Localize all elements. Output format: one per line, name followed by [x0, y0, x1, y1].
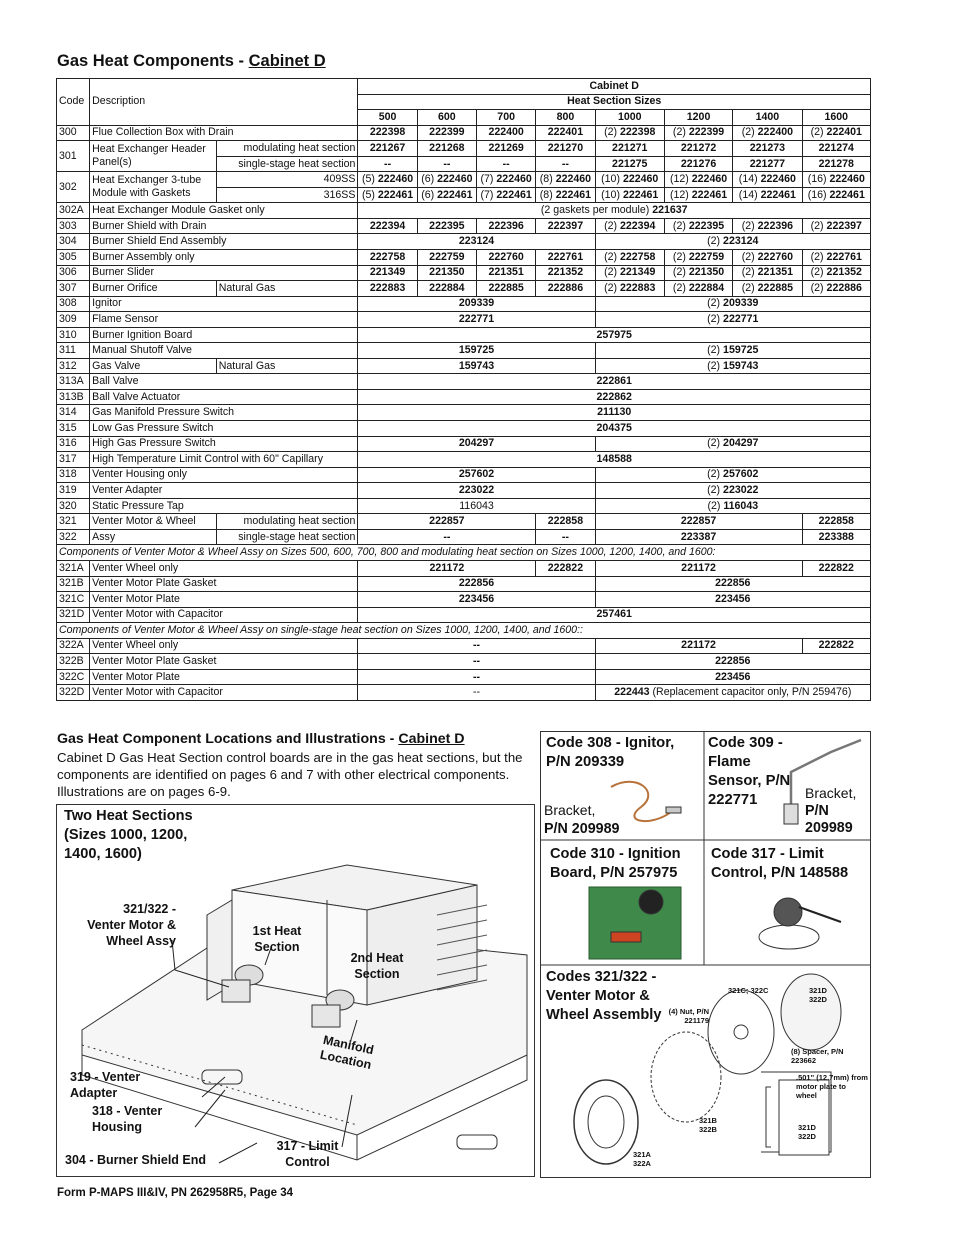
table-row: 303 Burner Shield with Drain 222394 222395 222396 222397 (2) 222394 (2) 222395 (2) 222396 (2) 222397	[57, 218, 871, 234]
caption-code-309: Code 309 - Flame Sensor, P/N 222771	[708, 735, 791, 808]
callout-spacer: (8) Spacer, P/N 223662	[791, 1047, 844, 1065]
size-header: 1200	[664, 110, 732, 126]
bracket-pn-2: P/N 209989	[805, 803, 853, 836]
table-row: 322D Venter Motor with Capacitor -- 222443 (Replacement capacitor only, P/N 259476)	[57, 685, 871, 701]
locations-body: Cabinet D Gas Heat Section control boards are in the gas heat sections, but the components are identified on pages 6 and 7 with other electrical components. Illustrations are on pages 6-9.	[57, 750, 523, 799]
table-row: single-stage heat section -- -- -- -- 221275 221276 221277 221278	[57, 156, 871, 172]
caption-codes-321-322: Codes 321/322 - Venter Motor & Wheel Assembly	[546, 969, 662, 1023]
label-manifold: Manifold Location	[318, 1032, 376, 1073]
figure-title: Two Heat Sections (Sizes 1000, 1200, 1400, 1600)	[64, 808, 193, 862]
table-row: 302A Heat Exchanger Module Gasket only (2 gaskets per module) 221637	[57, 203, 871, 219]
table-row: 321 Venter Motor & Wheel modulating heat section 222857 222858 222857 222858	[57, 514, 871, 530]
table-row: 319 Venter Adapter 223022 (2) 223022	[57, 483, 871, 499]
table-row: 302 Heat Exchanger 3-tube Module with Gaskets 409SS (5) 222460 (6) 222460 (7) 222460 (8) 222460 (10) 222460 (12) 222460 (14) 222460 (16) 222460	[57, 172, 871, 188]
label-304: 304 - Burner Shield End	[65, 1153, 207, 1167]
callout-321d-bottom: 321D 322D	[798, 1123, 816, 1141]
callout-321a: 321A 322A	[633, 1150, 651, 1168]
table-row: 322C Venter Motor Plate -- 223456	[57, 669, 871, 685]
components-table	[56, 78, 871, 701]
table-row: 310 Burner Ignition Board 257975	[57, 327, 871, 343]
size-header: 700	[477, 110, 536, 126]
bracket-pn-1: P/N 209989	[544, 821, 620, 837]
table-note: Components of Venter Motor & Wheel Assy on Sizes 500, 600, 700, 800 and modulating heat section on Sizes 1000, 1200, 1400, and 1600:	[57, 545, 871, 561]
table-row: 317 High Temperature Limit Control with 60" Capillary 148588	[57, 452, 871, 468]
table-row: 314 Gas Manifold Pressure Switch 211130	[57, 405, 871, 421]
table-row: 313A Ball Valve 222861	[57, 374, 871, 390]
table-row: 322 Assy single-stage heat section -- -- 223387 223388	[57, 529, 871, 545]
size-header: 1400	[733, 110, 802, 126]
caption-code-310: Code 310 - Ignition Board, P/N 257975	[550, 846, 681, 881]
caption-code-317: Code 317 - Limit Control, P/N 148588	[711, 846, 849, 881]
size-header: 800	[536, 110, 595, 126]
label-321-322: 321/322 - Venter Motor & Wheel Assy	[87, 902, 176, 948]
table-row: 321D Venter Motor with Capacitor 257461	[57, 607, 871, 623]
table-row: 311 Manual Shutoff Valve 159725 (2) 159725	[57, 343, 871, 359]
label-319: 319 - Venter Adapter	[70, 1070, 141, 1100]
callout-321b: 321B 322B	[699, 1116, 717, 1134]
table-row: 315 Low Gas Pressure Switch 204375	[57, 421, 871, 437]
table-row: 320 Static Pressure Tap 116043 (2) 116043	[57, 498, 871, 514]
callout-321c: 321C; 322C	[728, 986, 769, 995]
header-cabinet: Cabinet D	[358, 79, 871, 95]
bracket-label-2: Bracket,	[805, 785, 857, 801]
table-row: 316 High Gas Pressure Switch 204297 (2) 204297	[57, 436, 871, 452]
label-317: 317 - Limit Control	[276, 1139, 339, 1169]
table-row: 313B Ball Valve Actuator 222862	[57, 389, 871, 405]
table-row: 305 Burner Assembly only 222758 222759 222760 222761 (2) 222758 (2) 222759 (2) 222760 (2) 222761	[57, 250, 871, 266]
table-row: 321A Venter Wheel only 221172 222822 221172 222822	[57, 560, 871, 576]
label-318: 318 - Venter Housing	[92, 1104, 163, 1134]
callout-321d-top: 321D 322D	[809, 986, 827, 1004]
table-row: 312 Gas Valve Natural Gas 159743 (2) 159743	[57, 358, 871, 374]
locations-heading: Gas Heat Component Locations and Illustrations - Cabinet D	[57, 731, 465, 747]
callout-501: .501" (12.7mm) from motor plate to wheel	[796, 1073, 868, 1100]
callout-nut: (4) Nut, P/N 221179	[668, 1007, 709, 1025]
size-header: 600	[417, 110, 476, 126]
components-illustrations	[540, 731, 871, 1178]
table-row: 316SS (5) 222461 (6) 222461 (7) 222461 (8) 222461 (10) 222461 (12) 222461 (14) 222461 (16) 222461	[57, 187, 871, 203]
caption-code-308: Code 308 - Ignitor, P/N 209339	[546, 735, 675, 770]
table-row: 301 Heat Exchanger Header Panel(s) modulating heat section 221267 221268 221269 221270 221271 221272 221273 221274	[57, 141, 871, 157]
page-title-cabinet: Cabinet D	[248, 52, 326, 70]
table-row: 308 Ignitor 209339 (2) 209339	[57, 296, 871, 312]
table-row: 300 Flue Collection Box with Drain 222398 222399 222400 222401 (2) 222398 (2) 222399 (2) 222400 (2) 222401	[57, 125, 871, 141]
table-row: 318 Venter Housing only 257602 (2) 257602	[57, 467, 871, 483]
bracket-label-1: Bracket,	[544, 802, 596, 818]
header-description: Description	[90, 79, 358, 126]
label-second-section: 2nd Heat Section	[350, 951, 404, 981]
table-row: 304 Burner Shield End Assembly 223124 (2) 223124	[57, 234, 871, 250]
table-row: 321C Venter Motor Plate 223456 223456	[57, 592, 871, 608]
page-title: Gas Heat Components - Cabinet D	[57, 52, 326, 70]
table-note: Components of Venter Motor & Wheel Assy on single-stage heat section on Sizes 1000, 1200, 1400, and 1600::	[57, 623, 871, 639]
cabinet-illustration	[56, 804, 535, 1177]
label-first-section: 1st Heat Section	[252, 924, 302, 954]
table-row: 322B Venter Motor Plate Gasket -- 222856	[57, 654, 871, 670]
table-row: 321B Venter Motor Plate Gasket 222856 222856	[57, 576, 871, 592]
header-code: Code	[57, 79, 90, 126]
size-header: 1600	[802, 110, 870, 126]
table-row: 307 Burner Orifice Natural Gas 222883 222884 222885 222886 (2) 222883 (2) 222884 (2) 222885 (2) 222886	[57, 281, 871, 297]
table-row: 309 Flame Sensor 222771 (2) 222771	[57, 312, 871, 328]
size-header: 1000	[595, 110, 664, 126]
page-footer: Form P-MAPS III&IV, PN 262958R5, Page 34	[57, 1187, 294, 1199]
size-header: 500	[358, 110, 417, 126]
header-sizes: Heat Section Sizes	[358, 94, 871, 110]
table-row: 322A Venter Wheel only -- 221172 222822	[57, 638, 871, 654]
table-row: 306 Burner Slider 221349 221350 221351 221352 (2) 221349 (2) 221350 (2) 221351 (2) 221352	[57, 265, 871, 281]
